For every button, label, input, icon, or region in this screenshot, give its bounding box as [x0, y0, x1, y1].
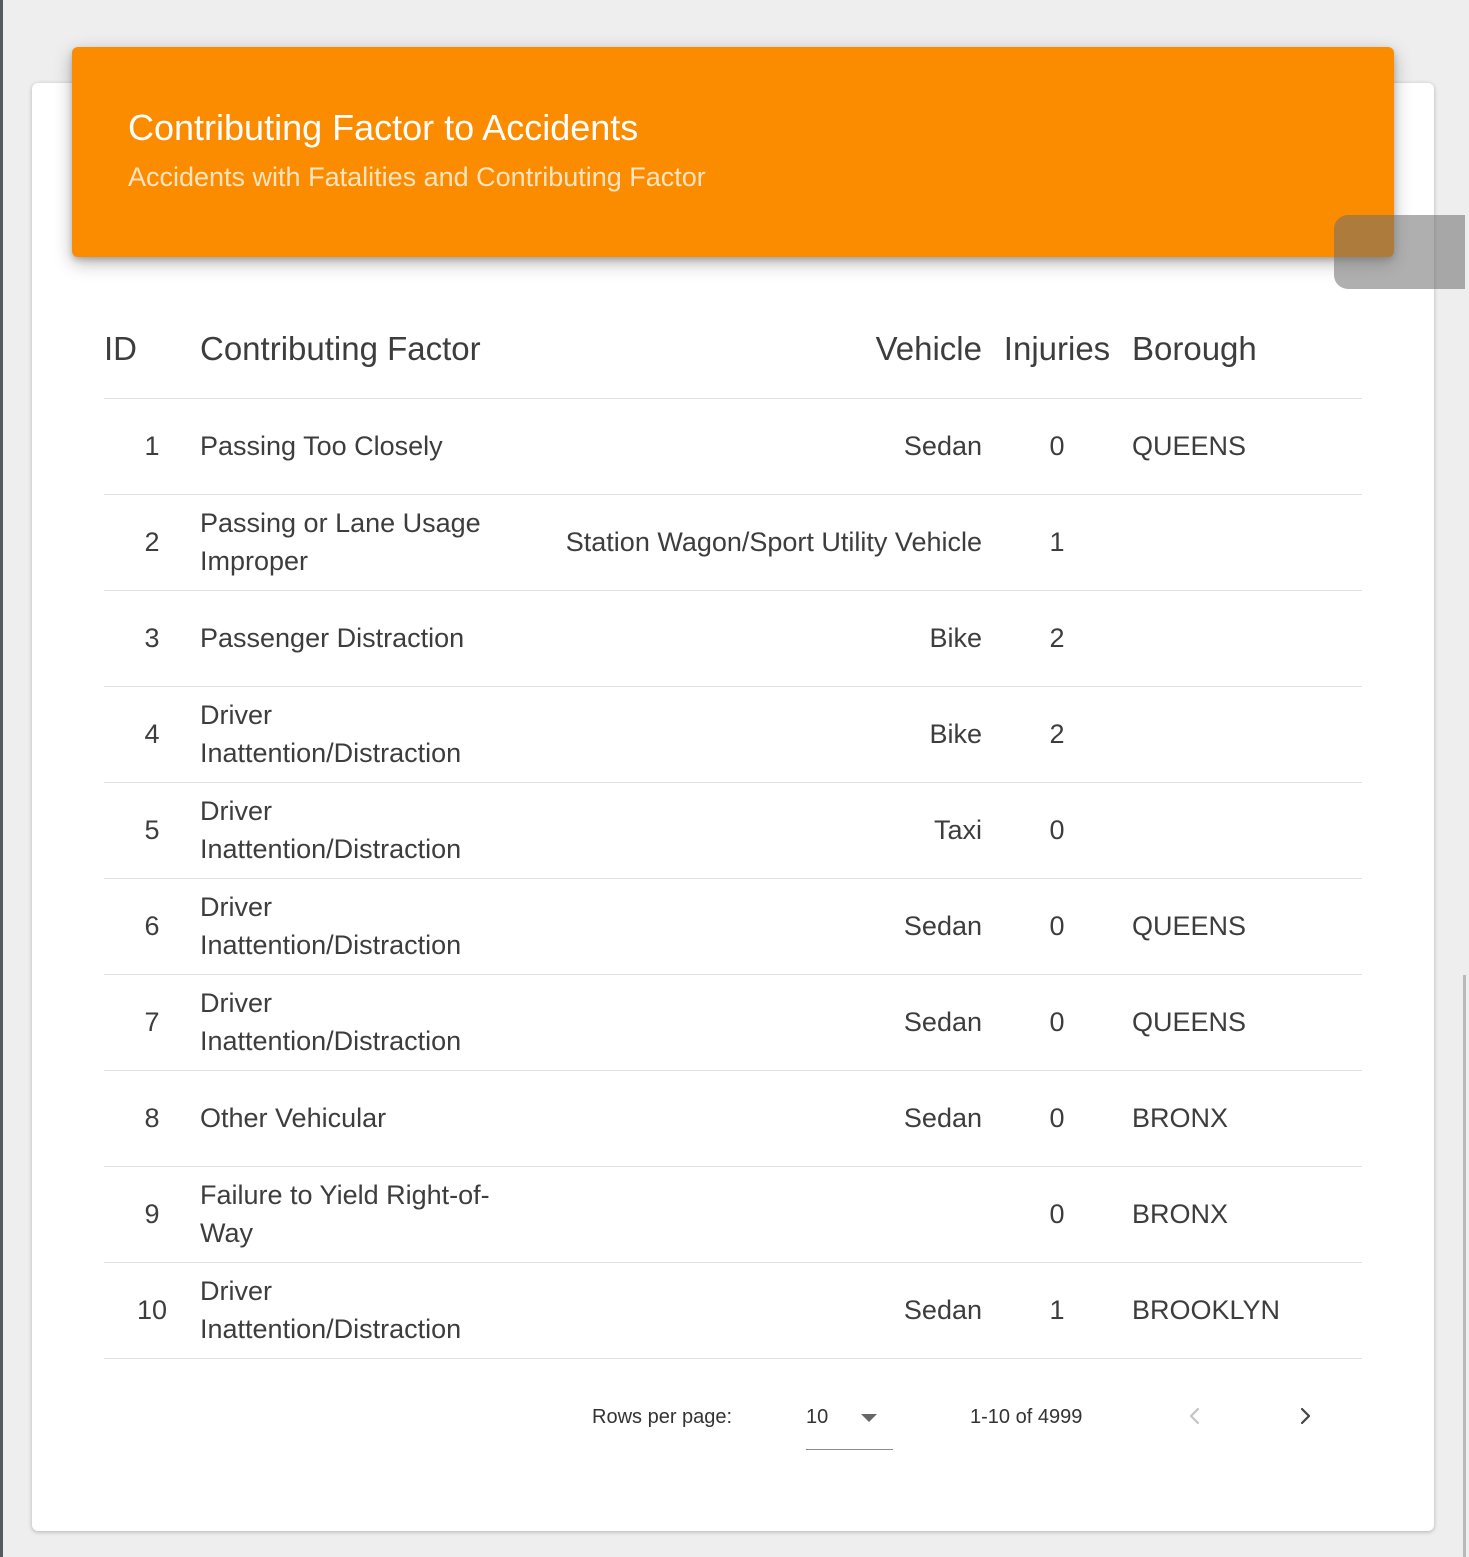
cell-injuries: 2 — [982, 590, 1132, 686]
data-table — [104, 300, 1362, 1359]
cell-id: 8 — [104, 1070, 200, 1166]
chevron-right-icon — [1295, 1406, 1315, 1426]
cell-vehicle: Sedan — [520, 878, 982, 974]
cell-id: 1 — [104, 398, 200, 494]
cell-borough — [1132, 590, 1362, 686]
column-header-id[interactable]: ID — [104, 300, 200, 398]
page-subtitle: Accidents with Fatalities and Contributing Factor — [128, 162, 706, 192]
table-row[interactable] — [104, 590, 1362, 686]
cell-injuries: 1 — [982, 1262, 1132, 1358]
table-pagination — [104, 1380, 1362, 1460]
cell-borough: QUEENS — [1132, 398, 1362, 494]
cell-injuries: 0 — [982, 782, 1132, 878]
cell-contributing-factor: Passing Too Closely — [200, 398, 520, 494]
table-row[interactable] — [104, 494, 1362, 590]
cell-id: 6 — [104, 878, 200, 974]
cell-borough: BRONX — [1132, 1166, 1362, 1262]
cell-injuries: 0 — [982, 974, 1132, 1070]
table-row[interactable] — [104, 878, 1362, 974]
table-row[interactable] — [104, 974, 1362, 1070]
column-header-contributing-factor[interactable]: Contributing Factor — [200, 300, 520, 398]
cell-borough: QUEENS — [1132, 878, 1362, 974]
cell-contributing-factor: Driver Inattention/Distraction — [200, 974, 520, 1070]
cell-id: 5 — [104, 782, 200, 878]
card-header — [72, 47, 1394, 257]
cell-contributing-factor: Driver Inattention/Distraction — [200, 1262, 520, 1358]
cell-injuries: 0 — [982, 878, 1132, 974]
cell-contributing-factor: Driver Inattention/Distraction — [200, 782, 520, 878]
window-left-edge — [0, 0, 3, 1557]
chevron-left-icon — [1185, 1406, 1205, 1426]
table-row[interactable] — [104, 1262, 1362, 1358]
table-row[interactable] — [104, 1070, 1362, 1166]
cell-id: 10 — [104, 1262, 200, 1358]
page-title: Contributing Factor to Accidents — [128, 107, 639, 148]
floating-settings-tab[interactable] — [1334, 215, 1465, 289]
cell-vehicle — [520, 1166, 982, 1262]
pagination-range: 1-10 of 4999 — [970, 1406, 1083, 1428]
cell-contributing-factor: Driver Inattention/Distraction — [200, 878, 520, 974]
cell-injuries: 0 — [982, 1166, 1132, 1262]
rows-per-page-value: 10 — [806, 1406, 829, 1428]
cell-borough: QUEENS — [1132, 974, 1362, 1070]
table-row[interactable] — [104, 686, 1362, 782]
scrollbar[interactable] — [1463, 975, 1466, 1557]
caret-down-icon — [861, 1414, 877, 1422]
cell-contributing-factor: Driver Inattention/Distraction — [200, 686, 520, 782]
cell-vehicle: Station Wagon/Sport Utility Vehicle — [520, 494, 982, 590]
cell-injuries: 0 — [982, 398, 1132, 494]
cell-borough: BRONX — [1132, 1070, 1362, 1166]
cell-id: 7 — [104, 974, 200, 1070]
cell-vehicle: Bike — [520, 686, 982, 782]
next-page-button[interactable] — [1281, 1392, 1329, 1440]
cell-vehicle: Sedan — [520, 974, 982, 1070]
cell-borough: BROOKLYN — [1132, 1262, 1362, 1358]
cell-id: 9 — [104, 1166, 200, 1262]
cell-injuries: 2 — [982, 686, 1132, 782]
cell-vehicle: Taxi — [520, 782, 982, 878]
column-header-borough[interactable]: Borough — [1132, 300, 1362, 398]
cell-vehicle: Sedan — [520, 1070, 982, 1166]
cell-contributing-factor: Other Vehicular — [200, 1070, 520, 1166]
cell-id: 4 — [104, 686, 200, 782]
cell-borough — [1132, 782, 1362, 878]
cell-injuries: 0 — [982, 1070, 1132, 1166]
column-header-vehicle[interactable]: Vehicle — [520, 300, 982, 398]
cell-vehicle: Sedan — [520, 1262, 982, 1358]
cell-id: 3 — [104, 590, 200, 686]
table-row[interactable] — [104, 398, 1362, 494]
rows-per-page-label: Rows per page: — [592, 1406, 733, 1428]
table-row[interactable] — [104, 1166, 1362, 1262]
cell-borough — [1132, 686, 1362, 782]
rows-per-page-select[interactable] — [806, 1394, 893, 1450]
table-row[interactable] — [104, 782, 1362, 878]
table-header-row — [104, 300, 1362, 398]
column-header-injuries[interactable]: Injuries — [982, 300, 1132, 398]
cell-contributing-factor: Passing or Lane Usage Improper — [200, 494, 520, 590]
cell-injuries: 1 — [982, 494, 1132, 590]
cell-contributing-factor: Passenger Distraction — [200, 590, 520, 686]
previous-page-button[interactable] — [1171, 1392, 1219, 1440]
cell-borough — [1132, 494, 1362, 590]
cell-vehicle: Bike — [520, 590, 982, 686]
cell-vehicle: Sedan — [520, 398, 982, 494]
cell-id: 2 — [104, 494, 200, 590]
cell-contributing-factor: Failure to Yield Right-of-Way — [200, 1166, 520, 1262]
